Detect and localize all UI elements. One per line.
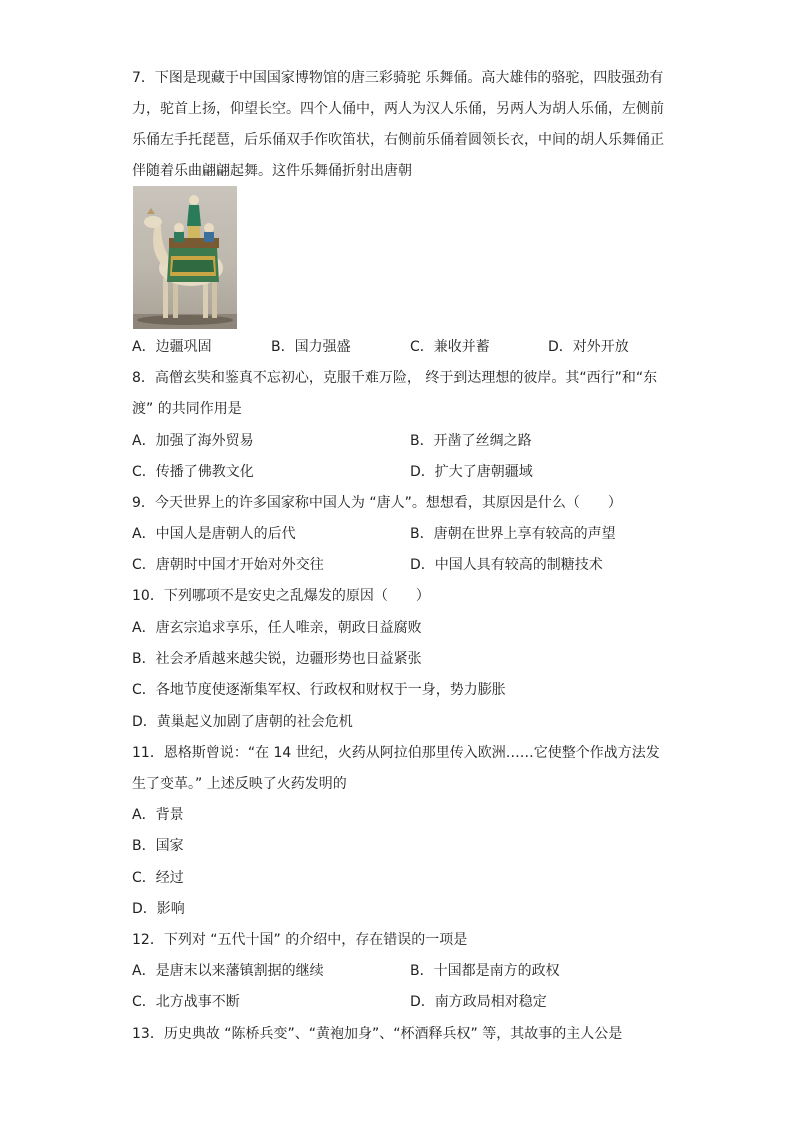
q12-option-a[interactable]: A．是唐末以来藩镇割据的继续 [132, 963, 324, 979]
q10-option-b[interactable]: B．社会矛盾越来越尖锐，边疆形势也日益紧张 [132, 651, 422, 667]
q8-option-b[interactable]: B．开凿了丝绸之路 [410, 433, 532, 449]
q8-option-c[interactable]: C．传播了佛教文化 [132, 464, 254, 480]
q8-stem-line-2: 渡” 的共同作用是 [132, 401, 242, 417]
q7-option-c[interactable]: C．兼收并蓄 [410, 339, 490, 355]
q10-option-a[interactable]: A．唐玄宗追求享乐，任人唯亲，朝政日益腐败 [132, 620, 422, 636]
q7-option-b[interactable]: B．国力强盛 [271, 339, 351, 355]
camel-figurine-illustration [133, 186, 237, 329]
q9-option-b[interactable]: B．唐朝在世界上享有较高的声望 [410, 526, 616, 542]
q7-option-d[interactable]: D．对外开放 [548, 339, 629, 355]
q9-stem-line-1: 9．今天世界上的许多国家称中国人为 “唐人”。想想看，其原因是什么（ ） [132, 495, 622, 511]
q12-stem-line-1: 12．下列对 “五代十国” 的介绍中，存在错误的一项是 [132, 932, 468, 948]
camel-figurine-photo [133, 186, 237, 329]
q7-option-a[interactable]: A．边疆巩固 [132, 339, 212, 355]
q12-option-c[interactable]: C．北方战事不断 [132, 994, 240, 1010]
q10-option-c[interactable]: C．各地节度使逐渐集军权、行政权和财权于一身，势力膨胀 [132, 682, 506, 698]
q12-option-d[interactable]: D．南方政局相对稳定 [410, 994, 547, 1010]
q11-option-b[interactable]: B．国家 [132, 838, 184, 854]
q11-stem-line-1: 11．恩格斯曾说：“在 14 世纪，火药从阿拉伯那里传入欧洲……它使整个作战方法发 [132, 745, 660, 761]
q13-stem-line-1: 13．历史典故 “陈桥兵变”、“黄袍加身”、“杯酒释兵权” 等，其故事的主人公是 [132, 1026, 623, 1042]
q7-stem-line-3: 乐俑左手托琵琶，后乐俑双手作吹笛状，右侧前乐俑着圆领长衣，中间的胡人乐舞俑正 [132, 132, 664, 148]
q12-option-b[interactable]: B．十国都是南方的政权 [410, 963, 560, 979]
q11-option-c[interactable]: C．经过 [132, 870, 184, 886]
q9-option-a[interactable]: A．中国人是唐朝人的后代 [132, 526, 296, 542]
q8-option-d[interactable]: D．扩大了唐朝疆域 [410, 464, 533, 480]
q10-stem-line-1: 10．下列哪项不是安史之乱爆发的原因（ ） [132, 588, 430, 604]
q10-option-d[interactable]: D．黄巢起义加剧了唐朝的社会危机 [132, 714, 353, 730]
q9-option-c[interactable]: C．唐朝时中国才开始对外交往 [132, 557, 324, 573]
q8-stem-line-1: 8．高僧玄奘和鉴真不忘初心，克服千难万险， 终于到达理想的彼岸。其“西行”和“东 [132, 370, 658, 386]
q9-option-d[interactable]: D．中国人具有较高的制糖技术 [410, 557, 603, 573]
q8-option-a[interactable]: A．加强了海外贸易 [132, 433, 254, 449]
q7-stem-line-1: 7．下图是现藏于中国国家博物馆的唐三彩骑驼 乐舞俑。高大雄伟的骆驼，四肢强劲有 [132, 70, 664, 86]
q11-option-d[interactable]: D．影响 [132, 901, 185, 917]
q7-stem-line-2: 力，驼首上扬，仰望长空。四个人俑中，两人为汉人乐俑，另两人为胡人乐俑，左侧前 [132, 101, 664, 117]
q7-stem-line-4: 伴随着乐曲翩翩起舞。这件乐舞俑折射出唐朝 [132, 163, 412, 179]
q11-option-a[interactable]: A．背景 [132, 807, 184, 823]
q11-stem-line-2: 生了变革。” 上述反映了火药发明的 [132, 776, 347, 792]
